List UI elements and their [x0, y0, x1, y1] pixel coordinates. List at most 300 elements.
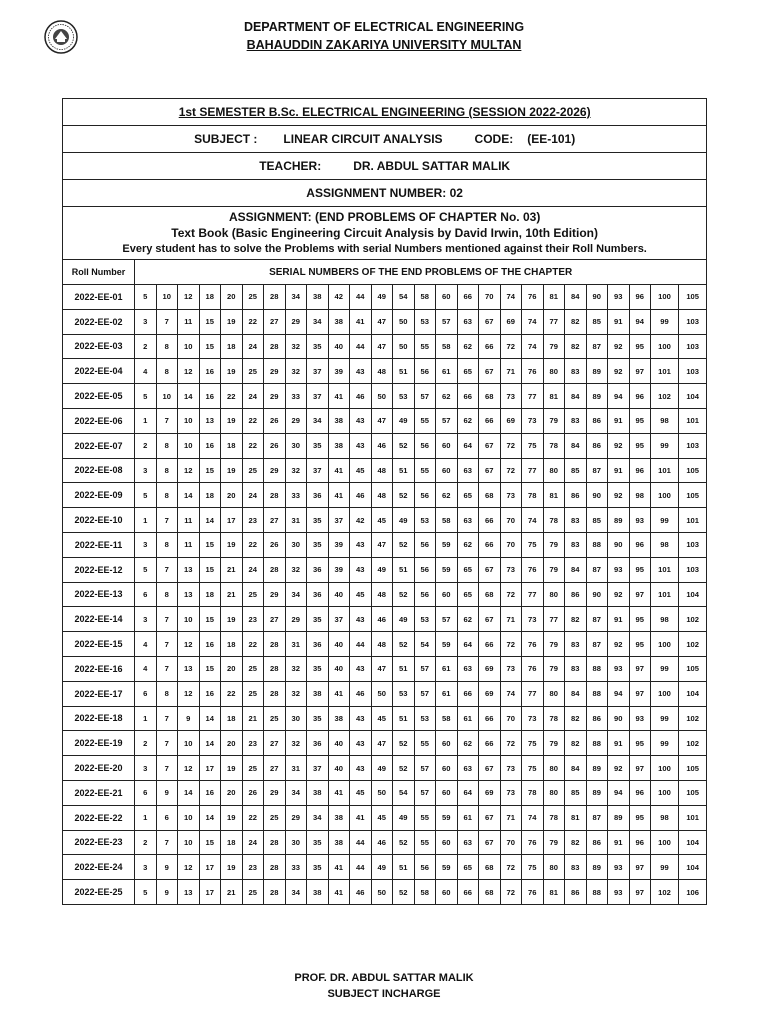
problem-number-cell: 42: [328, 285, 350, 310]
problem-number-cell: 12: [178, 285, 200, 310]
problem-number-cell: 49: [371, 756, 393, 781]
problem-number-cell: 27: [264, 731, 286, 756]
table-row: [63, 880, 707, 905]
problem-number-cell: 47: [371, 656, 393, 681]
problem-number-cell: 88: [586, 532, 608, 557]
problem-number-cell: 68: [479, 582, 501, 607]
problem-number-cell: 93: [608, 557, 630, 582]
problem-number-cell: 6: [135, 780, 157, 805]
problem-number-cell: 5: [135, 483, 157, 508]
problem-number-cell: 61: [457, 706, 479, 731]
problem-number-cell: 49: [371, 285, 393, 310]
problem-number-cell: 102: [679, 607, 707, 632]
table-row: [63, 607, 707, 632]
problem-number-cell: 73: [522, 706, 544, 731]
problem-number-cell: 56: [414, 582, 436, 607]
problem-number-cell: 14: [178, 384, 200, 409]
problem-number-cell: 73: [500, 483, 522, 508]
problem-number-cell: 82: [565, 706, 587, 731]
problem-number-cell: 10: [178, 830, 200, 855]
table-row: [63, 433, 707, 458]
problem-number-cell: 10: [178, 334, 200, 359]
problem-number-cell: 8: [156, 681, 178, 706]
problem-number-cell: 82: [565, 731, 587, 756]
problem-number-cell: 29: [264, 458, 286, 483]
problem-number-cell: 62: [436, 483, 458, 508]
problem-number-cell: 69: [479, 780, 501, 805]
problem-number-cell: 58: [436, 706, 458, 731]
assignment-chapter: ASSIGNMENT: (END PROBLEMS OF CHAPTER No. 03): [228, 210, 541, 224]
problem-number-cell: 34: [307, 309, 329, 334]
problem-number-cell: 73: [500, 557, 522, 582]
problem-number-cell: 63: [457, 656, 479, 681]
problem-number-cell: 68: [479, 880, 501, 905]
problem-number-cell: 76: [522, 359, 544, 384]
problem-number-cell: 94: [608, 681, 630, 706]
problem-number-cell: 24: [242, 557, 264, 582]
problem-number-cell: 16: [199, 359, 221, 384]
problem-number-cell: 34: [285, 582, 307, 607]
problem-number-cell: 52: [393, 632, 415, 657]
problem-number-cell: 58: [414, 285, 436, 310]
problem-number-cell: 48: [371, 582, 393, 607]
problem-number-cell: 73: [500, 384, 522, 409]
problem-number-cell: 71: [500, 607, 522, 632]
problem-number-cell: 26: [264, 532, 286, 557]
problem-number-cell: 80: [543, 458, 565, 483]
problem-number-cell: 10: [156, 384, 178, 409]
problem-number-cell: 31: [285, 756, 307, 781]
problem-number-cell: 46: [350, 880, 372, 905]
problem-number-cell: 28: [264, 855, 286, 880]
problem-number-cell: 94: [608, 780, 630, 805]
problem-number-cell: 85: [586, 508, 608, 533]
problem-number-cell: 75: [522, 855, 544, 880]
problem-number-cell: 66: [479, 508, 501, 533]
problem-number-cell: 21: [221, 582, 243, 607]
problem-number-cell: 96: [629, 384, 651, 409]
problem-number-cell: 91: [608, 607, 630, 632]
problem-number-cell: 19: [221, 408, 243, 433]
problem-number-cell: 87: [586, 607, 608, 632]
problem-number-cell: 28: [264, 557, 286, 582]
problem-number-cell: 22: [242, 805, 264, 830]
problem-number-cell: 95: [629, 607, 651, 632]
roll-number-cell: 2022-EE-02: [63, 309, 135, 334]
problem-number-cell: 105: [679, 483, 707, 508]
problem-number-cell: 48: [371, 359, 393, 384]
table-row: [63, 309, 707, 334]
problem-number-cell: 40: [328, 756, 350, 781]
problem-number-cell: 41: [328, 681, 350, 706]
problem-number-cell: 79: [543, 532, 565, 557]
problem-number-cell: 79: [543, 334, 565, 359]
problem-number-cell: 72: [500, 334, 522, 359]
problem-number-cell: 54: [393, 285, 415, 310]
problem-number-cell: 41: [328, 880, 350, 905]
problem-number-cell: 59: [436, 557, 458, 582]
problem-number-cell: 59: [436, 805, 458, 830]
problem-number-cell: 67: [479, 458, 501, 483]
problem-number-cell: 3: [135, 855, 157, 880]
problem-number-cell: 24: [242, 384, 264, 409]
problem-number-cell: 89: [608, 805, 630, 830]
problem-number-cell: 3: [135, 458, 157, 483]
problem-number-cell: 32: [285, 334, 307, 359]
problem-number-cell: 44: [350, 830, 372, 855]
problem-number-cell: 81: [543, 880, 565, 905]
table-row: [63, 632, 707, 657]
problem-number-cell: 69: [500, 309, 522, 334]
problem-number-cell: 99: [651, 309, 679, 334]
problem-number-cell: 11: [178, 508, 200, 533]
problem-number-cell: 72: [500, 855, 522, 880]
problem-number-cell: 58: [414, 880, 436, 905]
problem-number-cell: 67: [479, 830, 501, 855]
problem-number-cell: 1: [135, 805, 157, 830]
problem-number-cell: 70: [500, 830, 522, 855]
problem-number-cell: 4: [135, 656, 157, 681]
problem-number-cell: 99: [651, 656, 679, 681]
problem-number-cell: 17: [199, 880, 221, 905]
problem-number-cell: 81: [543, 384, 565, 409]
problem-number-cell: 89: [608, 508, 630, 533]
problem-number-cell: 87: [586, 632, 608, 657]
problem-number-cell: 58: [436, 508, 458, 533]
problem-number-cell: 25: [242, 656, 264, 681]
problem-number-cell: 51: [393, 557, 415, 582]
problem-number-cell: 66: [457, 681, 479, 706]
problem-number-cell: 99: [651, 508, 679, 533]
problem-number-cell: 39: [328, 557, 350, 582]
problem-number-cell: 51: [393, 656, 415, 681]
problem-number-cell: 88: [586, 731, 608, 756]
roll-number-cell: 2022-EE-04: [63, 359, 135, 384]
department-name: DEPARTMENT OF ELECTRICAL ENGINEERING: [243, 20, 525, 34]
problem-number-cell: 29: [285, 309, 307, 334]
problem-number-cell: 28: [264, 285, 286, 310]
problem-number-cell: 15: [199, 532, 221, 557]
problem-number-cell: 12: [178, 756, 200, 781]
problem-number-cell: 46: [350, 681, 372, 706]
problem-number-cell: 12: [178, 855, 200, 880]
problem-number-cell: 15: [199, 830, 221, 855]
problem-number-cell: 8: [156, 458, 178, 483]
problem-number-cell: 13: [178, 656, 200, 681]
problem-number-cell: 5: [135, 557, 157, 582]
table-row: [63, 359, 707, 384]
problem-number-cell: 19: [221, 805, 243, 830]
problem-number-cell: 17: [221, 508, 243, 533]
problem-number-cell: 24: [242, 483, 264, 508]
problem-number-cell: 97: [629, 855, 651, 880]
problem-number-cell: 75: [522, 433, 544, 458]
table-row: [63, 656, 707, 681]
problem-number-cell: 84: [565, 384, 587, 409]
problem-number-cell: 43: [350, 557, 372, 582]
problem-number-cell: 34: [285, 880, 307, 905]
teacher-row: [63, 153, 707, 180]
problem-number-cell: 28: [264, 880, 286, 905]
problem-number-cell: 103: [679, 433, 707, 458]
problem-number-cell: 3: [135, 756, 157, 781]
problem-number-cell: 66: [457, 285, 479, 310]
problem-number-cell: 2: [135, 433, 157, 458]
problem-number-cell: 43: [350, 756, 372, 781]
problem-number-cell: 25: [242, 359, 264, 384]
problem-number-cell: 43: [350, 532, 372, 557]
problem-number-cell: 82: [565, 830, 587, 855]
problem-number-cell: 103: [679, 532, 707, 557]
problem-number-cell: 28: [264, 681, 286, 706]
roll-number-cell: 2022-EE-25: [63, 880, 135, 905]
roll-number-cell: 2022-EE-07: [63, 433, 135, 458]
problem-number-cell: 51: [393, 706, 415, 731]
problem-number-cell: 86: [565, 582, 587, 607]
roll-number-cell: 2022-EE-06: [63, 408, 135, 433]
problem-number-cell: 18: [221, 632, 243, 657]
problem-number-cell: 98: [651, 805, 679, 830]
problem-number-cell: 7: [156, 731, 178, 756]
problem-number-cell: 11: [178, 532, 200, 557]
problem-number-cell: 103: [679, 359, 707, 384]
problem-number-cell: 37: [307, 458, 329, 483]
problem-number-cell: 10: [178, 433, 200, 458]
problem-number-cell: 59: [436, 855, 458, 880]
problem-number-cell: 78: [543, 805, 565, 830]
problem-number-cell: 25: [242, 681, 264, 706]
problem-number-cell: 50: [371, 780, 393, 805]
problem-number-cell: 81: [543, 483, 565, 508]
problem-number-cell: 82: [565, 309, 587, 334]
problem-number-cell: 92: [608, 632, 630, 657]
problem-number-cell: 46: [350, 384, 372, 409]
code-value: (EE-101): [527, 132, 576, 146]
problem-number-cell: 105: [679, 756, 707, 781]
problem-number-cell: 49: [393, 607, 415, 632]
problem-number-cell: 47: [371, 334, 393, 359]
problem-number-cell: 25: [242, 756, 264, 781]
problem-number-cell: 36: [307, 731, 329, 756]
problem-number-cell: 76: [522, 656, 544, 681]
problem-number-cell: 22: [221, 681, 243, 706]
table-row: [63, 557, 707, 582]
teacher-label: TEACHER:: [259, 159, 322, 173]
problem-number-cell: 104: [679, 830, 707, 855]
problem-number-cell: 66: [479, 731, 501, 756]
problem-number-cell: 32: [285, 731, 307, 756]
problem-number-cell: 47: [371, 408, 393, 433]
problem-number-cell: 83: [565, 656, 587, 681]
problem-number-cell: 53: [414, 309, 436, 334]
subject-row: [63, 126, 707, 153]
problem-number-cell: 92: [608, 483, 630, 508]
problem-number-cell: 15: [199, 309, 221, 334]
problem-number-cell: 10: [178, 805, 200, 830]
problem-number-cell: 5: [135, 880, 157, 905]
problem-number-cell: 106: [679, 880, 707, 905]
problem-number-cell: 86: [586, 408, 608, 433]
problem-number-cell: 44: [350, 632, 372, 657]
problem-number-cell: 16: [199, 433, 221, 458]
problem-number-cell: 67: [479, 309, 501, 334]
roll-number-cell: 2022-EE-24: [63, 855, 135, 880]
problem-number-cell: 70: [500, 508, 522, 533]
problem-number-cell: 53: [414, 607, 436, 632]
problem-number-cell: 74: [522, 508, 544, 533]
table-row: [63, 756, 707, 781]
problem-number-cell: 64: [457, 433, 479, 458]
problem-number-cell: 65: [457, 582, 479, 607]
problem-number-cell: 41: [328, 780, 350, 805]
problem-number-cell: 101: [679, 408, 707, 433]
table-row: [63, 805, 707, 830]
problem-number-cell: 68: [479, 483, 501, 508]
problem-number-cell: 60: [436, 433, 458, 458]
problem-number-cell: 37: [307, 756, 329, 781]
problem-number-cell: 92: [608, 756, 630, 781]
problem-number-cell: 52: [393, 483, 415, 508]
problem-number-cell: 44: [350, 855, 372, 880]
problem-number-cell: 2: [135, 334, 157, 359]
problem-number-cell: 18: [199, 483, 221, 508]
problem-number-cell: 62: [457, 334, 479, 359]
problem-number-cell: 20: [221, 483, 243, 508]
problem-number-cell: 72: [500, 632, 522, 657]
problem-number-cell: 101: [651, 582, 679, 607]
problem-number-cell: 40: [328, 334, 350, 359]
problem-number-cell: 43: [350, 731, 372, 756]
problem-number-cell: 35: [307, 334, 329, 359]
problem-number-cell: 52: [393, 582, 415, 607]
problem-number-cell: 70: [500, 706, 522, 731]
problem-number-cell: 60: [436, 756, 458, 781]
problem-number-cell: 53: [414, 706, 436, 731]
problem-number-cell: 99: [651, 433, 679, 458]
problem-number-cell: 24: [242, 830, 264, 855]
problem-number-cell: 46: [371, 830, 393, 855]
problem-number-cell: 9: [156, 780, 178, 805]
problem-number-cell: 76: [522, 830, 544, 855]
problem-number-cell: 41: [328, 458, 350, 483]
problem-number-cell: 68: [479, 384, 501, 409]
problem-number-cell: 53: [414, 508, 436, 533]
problem-number-cell: 50: [393, 309, 415, 334]
problem-number-cell: 45: [350, 780, 372, 805]
problem-number-cell: 81: [543, 285, 565, 310]
problem-number-cell: 84: [565, 285, 587, 310]
problem-number-cell: 74: [500, 285, 522, 310]
problem-number-cell: 6: [156, 805, 178, 830]
problem-number-cell: 56: [414, 557, 436, 582]
problem-number-cell: 84: [565, 433, 587, 458]
problem-number-cell: 71: [500, 805, 522, 830]
code-label: CODE:: [474, 132, 514, 146]
problem-number-cell: 95: [629, 408, 651, 433]
problem-number-cell: 76: [522, 557, 544, 582]
problem-number-cell: 81: [565, 805, 587, 830]
problem-number-cell: 64: [457, 632, 479, 657]
problem-number-cell: 30: [285, 433, 307, 458]
problem-number-cell: 57: [414, 756, 436, 781]
problem-number-cell: 97: [629, 756, 651, 781]
problem-number-cell: 61: [436, 359, 458, 384]
problem-number-cell: 95: [629, 557, 651, 582]
roll-number-cell: 2022-EE-15: [63, 632, 135, 657]
problem-number-cell: 38: [328, 805, 350, 830]
problem-number-cell: 49: [371, 557, 393, 582]
problem-number-cell: 78: [522, 483, 544, 508]
problem-number-cell: 18: [221, 706, 243, 731]
problem-number-cell: 31: [285, 508, 307, 533]
problem-number-cell: 12: [178, 359, 200, 384]
problem-number-cell: 79: [543, 408, 565, 433]
problem-number-cell: 55: [414, 830, 436, 855]
problem-number-cell: 35: [307, 433, 329, 458]
problem-number-cell: 8: [156, 483, 178, 508]
problem-number-cell: 83: [565, 855, 587, 880]
roll-number-cell: 2022-EE-09: [63, 483, 135, 508]
problem-number-cell: 3: [135, 607, 157, 632]
problem-number-cell: 29: [264, 780, 286, 805]
problem-number-cell: 5: [135, 285, 157, 310]
problem-number-cell: 35: [307, 508, 329, 533]
problem-number-cell: 96: [629, 532, 651, 557]
problem-number-cell: 61: [457, 805, 479, 830]
signatory-role: SUBJECT INCHARGE: [327, 988, 441, 1000]
problem-number-cell: 27: [264, 508, 286, 533]
problem-number-cell: 67: [479, 433, 501, 458]
problem-number-cell: 36: [307, 557, 329, 582]
problem-number-cell: 19: [221, 756, 243, 781]
problem-number-cell: 37: [307, 384, 329, 409]
problem-number-cell: 73: [500, 780, 522, 805]
problem-number-cell: 100: [651, 483, 679, 508]
problem-number-cell: 53: [393, 681, 415, 706]
problem-number-cell: 88: [586, 656, 608, 681]
problem-number-cell: 62: [457, 731, 479, 756]
problem-number-cell: 97: [629, 681, 651, 706]
problem-number-cell: 67: [479, 557, 501, 582]
table-row: [63, 532, 707, 557]
problem-number-cell: 21: [242, 706, 264, 731]
problem-number-cell: 9: [156, 855, 178, 880]
problem-number-cell: 45: [371, 805, 393, 830]
problem-number-cell: 35: [307, 656, 329, 681]
problem-number-cell: 34: [285, 780, 307, 805]
problem-number-cell: 65: [457, 557, 479, 582]
problem-number-cell: 43: [350, 656, 372, 681]
problem-number-cell: 16: [199, 632, 221, 657]
problem-number-cell: 7: [156, 706, 178, 731]
problem-number-cell: 36: [307, 483, 329, 508]
problem-number-cell: 77: [543, 607, 565, 632]
problem-number-cell: 18: [199, 285, 221, 310]
problem-number-cell: 105: [679, 458, 707, 483]
textbook: Text Book (Basic Engineering Circuit Analysis by David Irwin, 10th Edition): [171, 226, 599, 240]
problem-number-cell: 97: [629, 880, 651, 905]
university-name: BAHAUDDIN ZAKARIYA UNIVERSITY MULTAN: [246, 38, 522, 52]
problem-number-cell: 19: [221, 458, 243, 483]
problem-number-cell: 83: [565, 408, 587, 433]
problem-number-cell: 16: [199, 384, 221, 409]
problem-number-cell: 43: [350, 359, 372, 384]
problem-number-cell: 90: [586, 285, 608, 310]
problem-number-cell: 78: [543, 508, 565, 533]
problem-number-cell: 7: [156, 756, 178, 781]
problem-number-cell: 104: [679, 681, 707, 706]
problem-number-cell: 86: [586, 433, 608, 458]
